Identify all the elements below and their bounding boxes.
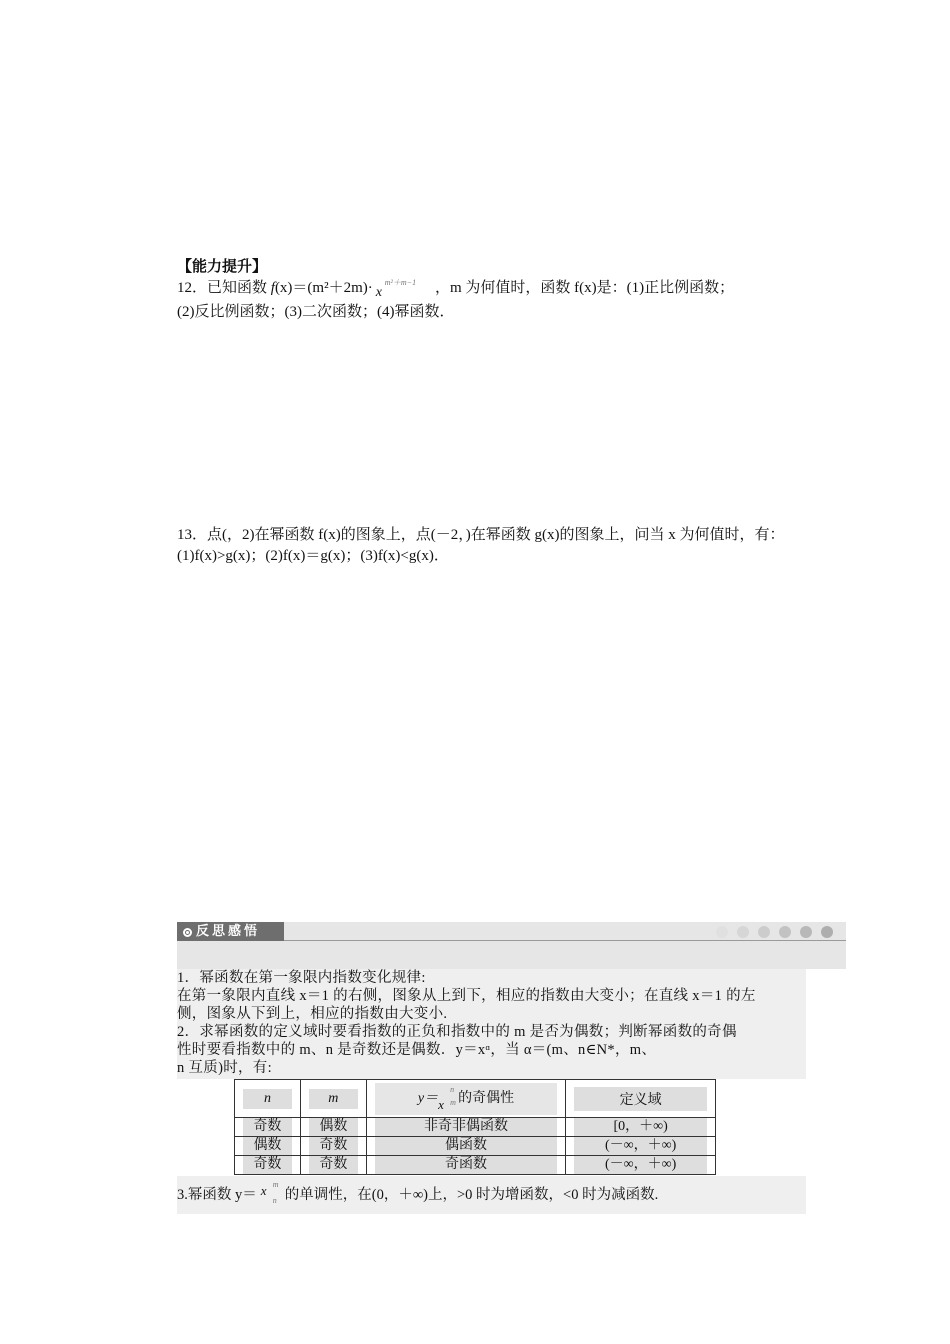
header-n: n xyxy=(235,1080,301,1118)
decorative-dots xyxy=(716,926,833,938)
decorative-dot-icon xyxy=(758,926,770,938)
parity-table xyxy=(234,1079,716,1175)
header-domain: 定义域 xyxy=(566,1080,716,1118)
reflection-line-6: n 互质)时，有: xyxy=(177,1060,272,1076)
question-12-line-2: (2)反比例函数；(3)二次函数；(4)幂函数． xyxy=(177,304,455,320)
table-header-row xyxy=(235,1080,716,1118)
q12-text-f: f xyxy=(270,280,275,296)
section-title: 【能力提升】 xyxy=(177,257,268,275)
reflection-point-3: 3.幂函数 y＝ x n m 的单调性，在(0，＋∞)上，>0 时为增函数，<0 时为减函数. xyxy=(177,1176,806,1214)
table-row: 奇数 偶数 非奇非偶函数 [0，＋∞) xyxy=(235,1118,716,1137)
reflection-line-4: 2．求幂函数的定义域时要看指数的正负和指数中的 m 是否为偶数；判断幂函数的奇偶 xyxy=(177,1024,737,1040)
reflection-line-2: 在第一象限内直线 x＝1 的右侧，图象从上到下，相应的指数由大变小；在直线 x＝1 的左 xyxy=(177,988,756,1004)
banner-divider xyxy=(284,940,846,941)
reflection-line-3: 侧，图象从下到上，相应的指数由大变小. xyxy=(177,1006,448,1022)
target-icon xyxy=(183,928,192,937)
decorative-dot-icon xyxy=(821,926,833,938)
fraction-power: x n m xyxy=(438,1084,456,1112)
decorative-dot-icon xyxy=(800,926,812,938)
reflection-line-5: 性时要看指数中的 m、n 是奇数还是偶数．y＝xᵅ，当 α＝(m、n∈N*，m、 xyxy=(177,1042,657,1058)
fraction-power-2: x n m xyxy=(260,1179,279,1205)
question-13-line-1: 13．点(，2)在幂函数 f(x)的图象上，点(－2，)在幂函数 g(x)的图象上，问当 x 为何值时，有： xyxy=(177,527,785,543)
question-12-line-1 xyxy=(177,276,734,301)
q12-text-mid: (x)＝(m²＋2m)· xyxy=(274,280,373,296)
header-m: m xyxy=(300,1080,366,1118)
q12-text-pre: 12．已知函数 xyxy=(177,280,271,296)
decorative-dot-icon xyxy=(716,926,728,938)
decorative-dot-icon xyxy=(737,926,749,938)
table-row: 奇数 奇数 奇函数 (－∞，＋∞) xyxy=(235,1156,716,1175)
power-exponent: m²＋m−1 xyxy=(384,278,417,287)
reflection-line-1: 1．幂函数在第一象限内指数变化规律: xyxy=(177,970,426,986)
question-13-line-2: (1)f(x)>g(x)；(2)f(x)＝g(x)；(3)f(x)<g(x)． xyxy=(177,548,449,564)
reflection-title: 反思感悟 xyxy=(196,924,261,939)
reflection-tab xyxy=(177,922,284,941)
q12-text-post: ，m 为何值时，函数 f(x)是：(1)正比例函数； xyxy=(434,280,735,296)
header-parity: y＝ x n m 的奇偶性 xyxy=(366,1080,566,1118)
decorative-dot-icon xyxy=(779,926,791,938)
table-row: 偶数 奇数 偶函数 (－∞，＋∞) xyxy=(235,1137,716,1156)
power-base: x xyxy=(375,285,382,300)
